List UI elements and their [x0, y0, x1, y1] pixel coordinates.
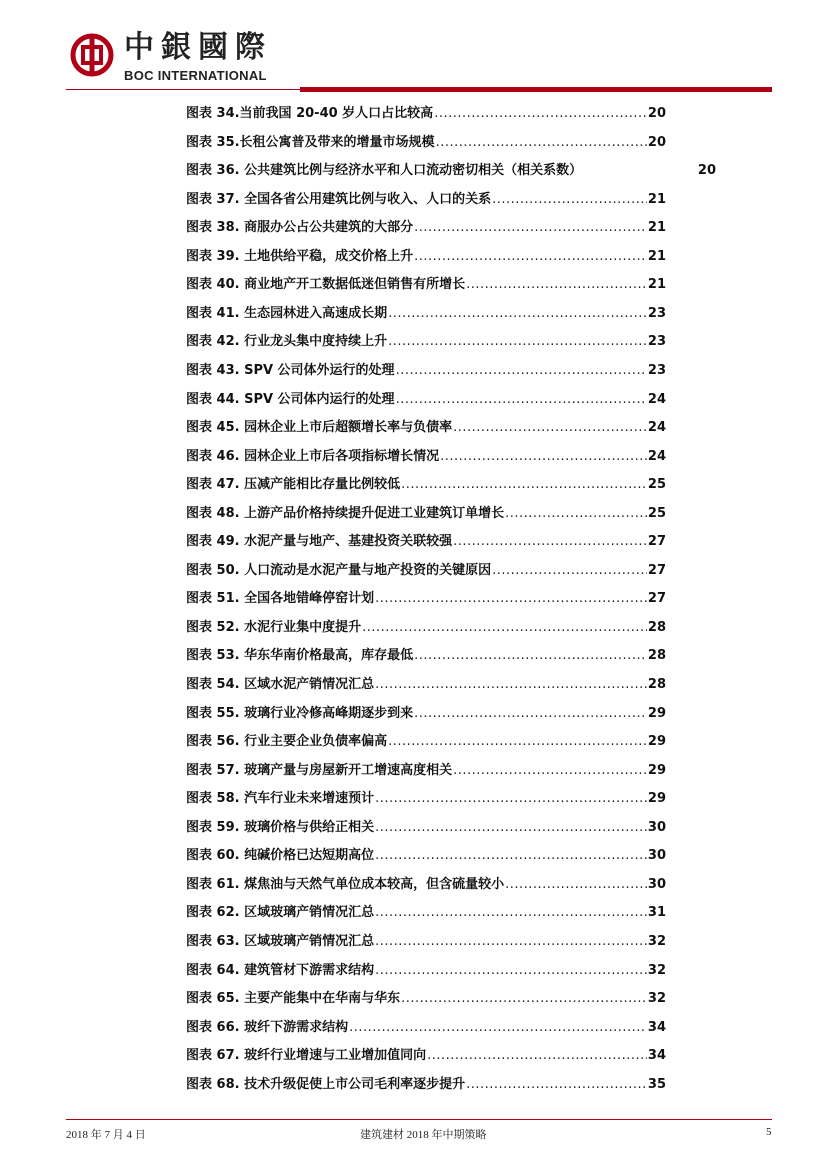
- toc-entry-label: 图表 42. 行业龙头集中度持续上升: [186, 334, 388, 350]
- toc-entry-label: 图表 58. 汽车行业未来增速预计: [186, 791, 375, 807]
- toc-entry-label: 图表 45. 园林企业上市后超额增长率与负债率: [186, 420, 453, 436]
- toc-entry-label: 图表 48. 上游产品价格持续提升促进工业建筑订单增长: [186, 505, 505, 521]
- toc-leader-dots: [375, 585, 647, 613]
- toc-entry-page: 32: [647, 933, 666, 949]
- toc-entry[interactable]: [186, 757, 666, 785]
- toc-entry[interactable]: [186, 557, 666, 585]
- toc-entry[interactable]: [186, 985, 666, 1013]
- toc-leader-dots: [414, 243, 647, 271]
- toc-entry[interactable]: [186, 471, 666, 499]
- toc-entry-page: 29: [647, 734, 666, 750]
- toc-entry[interactable]: [186, 414, 666, 442]
- toc-entry-page: 29: [647, 762, 666, 778]
- toc-leader-dots: [375, 785, 647, 813]
- toc-entry[interactable]: [186, 500, 666, 528]
- toc-entry-label: 图表 67. 玻纤行业增速与工业增加值同向: [186, 1048, 427, 1064]
- toc-entry-page: 25: [647, 477, 666, 493]
- toc-entry[interactable]: [186, 129, 666, 157]
- footer-date: 2018 年 7 月 4 日: [66, 1129, 146, 1141]
- toc-entry-label: 图表 59. 玻璃价格与供给正相关: [186, 819, 375, 835]
- toc-entry-page: 35: [647, 1076, 666, 1092]
- toc-entry-label: 图表 68. 技术升级促使上市公司毛利率逐步提升: [186, 1076, 466, 1092]
- toc-leader-dots: [401, 985, 647, 1013]
- toc-entry-label: 图表 62. 区域玻璃产销情况汇总: [186, 905, 375, 921]
- toc-entry[interactable]: [186, 357, 666, 385]
- toc-leader-dots: [388, 328, 647, 356]
- toc-leader-dots: [414, 642, 647, 670]
- toc-entry[interactable]: [186, 899, 666, 927]
- toc-leader-dots: [414, 700, 647, 728]
- toc-entry-label: 图表 61. 煤焦油与天然气单位成本较高，但含硫量较小: [186, 876, 505, 892]
- page-header: [0, 0, 827, 100]
- toc-entry-page: 32: [647, 991, 666, 1007]
- toc-entry-page: 20: [647, 134, 666, 150]
- toc-entry-label: 图表 47. 压减产能相比存量比例较低: [186, 477, 401, 493]
- toc-entry-label: 图表 35.长租公寓普及带来的增量市场规模: [186, 134, 435, 150]
- footer-page-number: 5: [766, 1126, 772, 1138]
- toc-leader-dots: [362, 614, 647, 642]
- toc-entry[interactable]: [186, 386, 666, 414]
- toc-entry[interactable]: [186, 243, 666, 271]
- toc-entry-label: 图表 50. 人口流动是水泥产量与地产投资的关键原因: [186, 562, 492, 578]
- toc-leader-dots: [466, 271, 647, 299]
- brand-name-chinese: 中銀國際: [124, 30, 272, 65]
- toc-entry[interactable]: [186, 842, 666, 870]
- toc-leader-dots: [427, 1042, 647, 1070]
- toc-leader-dots: [388, 300, 647, 328]
- toc-leader-dots: [375, 814, 647, 842]
- toc-leader-dots: [436, 129, 647, 157]
- footer-report-title: 建筑建材 2018 年中期策略: [360, 1129, 487, 1141]
- toc-entry-label: 图表 52. 水泥行业集中度提升: [186, 619, 362, 635]
- toc-entry-page: 27: [647, 562, 666, 578]
- toc-entry-label: 图表 44. SPV 公司体内运行的处理: [186, 391, 395, 407]
- toc-leader-dots: [401, 471, 647, 499]
- toc-entry-label: 图表 41. 生态园林进入高速成长期: [186, 305, 388, 321]
- toc-entry-label: 图表 65. 主要产能集中在华南与华东: [186, 991, 401, 1007]
- toc-leader-dots: [396, 357, 647, 385]
- toc-entry-label: 图表 51. 全国各地错峰停窑计划: [186, 591, 375, 607]
- boc-logo-icon: [70, 33, 114, 77]
- toc-entry-page: 24: [647, 448, 666, 464]
- toc-leader-dots: [375, 957, 647, 985]
- toc-entry[interactable]: [186, 957, 666, 985]
- toc-entry[interactable]: [186, 728, 666, 756]
- toc-leader-dots: [388, 728, 647, 756]
- toc-entry-page: 20: [647, 106, 666, 121]
- toc-leader-dots: [396, 386, 647, 414]
- toc-entry-page: 28: [647, 648, 666, 664]
- toc-entry-label: 图表 34.当前我国 20-40 岁人口占比较高: [186, 106, 434, 121]
- toc-entry-page: 27: [647, 591, 666, 607]
- toc-leader-dots: [349, 1014, 647, 1042]
- toc-entry-label: 图表 46. 园林企业上市后各项指标增长情况: [186, 448, 440, 464]
- toc-entry-label: 图表 38. 商服办公占公共建筑的大部分: [186, 220, 414, 236]
- toc-entry-page: 31: [647, 905, 666, 921]
- toc-entry[interactable]: [186, 671, 666, 699]
- toc-entry-page: 30: [647, 819, 666, 835]
- toc-leader-dots: [375, 899, 647, 927]
- toc-entry-page: 30: [647, 848, 666, 864]
- toc-leader-dots: [492, 557, 647, 585]
- toc-entry[interactable]: [186, 443, 666, 471]
- toc-entry-page: 21: [647, 191, 666, 207]
- toc-entry[interactable]: [186, 186, 666, 214]
- toc-leader-dots: [453, 528, 647, 556]
- toc-entry-label: 图表 63. 区域玻璃产销情况汇总: [186, 933, 375, 949]
- toc-entry-page: 28: [647, 619, 666, 635]
- toc-leader-dots: [505, 871, 647, 899]
- toc-entry[interactable]: [186, 100, 666, 128]
- toc-entry[interactable]: [186, 614, 666, 642]
- toc-entry-page: 23: [647, 362, 666, 378]
- toc-leader-dots: [505, 500, 647, 528]
- toc-entry-page: 24: [647, 391, 666, 407]
- toc-entry-label: 图表 53. 华东华南价格最高，库存最低: [186, 648, 414, 664]
- toc-entry[interactable]: [186, 528, 666, 556]
- toc-entry[interactable]: [186, 814, 666, 842]
- toc-entry[interactable]: [186, 785, 666, 813]
- toc-entry[interactable]: [186, 157, 716, 185]
- toc-leader-dots: [375, 671, 647, 699]
- toc-entry[interactable]: [186, 928, 666, 956]
- toc-leader-dots: [375, 928, 647, 956]
- toc-entry-page: 29: [647, 791, 666, 807]
- toc-leader-dots: [414, 214, 647, 242]
- toc-entry-page: 21: [647, 277, 666, 293]
- footer-divider: [66, 1119, 772, 1120]
- toc-leader-dots: [492, 186, 647, 214]
- toc-leader-dots: [453, 757, 647, 785]
- toc-entry[interactable]: [186, 1014, 666, 1042]
- toc-entry-page: 27: [647, 534, 666, 550]
- toc-entry-label: 图表 37. 全国各省公用建筑比例与收入、人口的关系: [186, 191, 492, 207]
- toc-entry-page: 25: [647, 505, 666, 521]
- toc-entry-label: 图表 36. 公共建筑比例与经济水平和人口流动密切相关（相关系数）: [186, 163, 583, 179]
- toc-leader-dots: [434, 100, 647, 128]
- toc-entry-page: 34: [647, 1048, 666, 1064]
- toc-leader-dots: [375, 842, 647, 870]
- toc-entry-label: 图表 66. 玻纤下游需求结构: [186, 1019, 349, 1035]
- toc-entry[interactable]: [186, 871, 666, 899]
- toc-entry[interactable]: [186, 585, 666, 613]
- toc-entry[interactable]: [186, 300, 666, 328]
- toc-entry[interactable]: [186, 328, 666, 356]
- toc-entry-page: 21: [647, 248, 666, 264]
- toc-entry-label: 图表 49. 水泥产量与地产、基建投资关联较强: [186, 534, 453, 550]
- brand-name-english: BOC INTERNATIONAL: [124, 68, 267, 83]
- toc-entry-label: 图表 55. 玻璃行业冷修高峰期逐步到来: [186, 705, 414, 721]
- toc-entry-label: 图表 54. 区域水泥产销情况汇总: [186, 677, 375, 692]
- toc-entry-label: 图表 39. 土地供给平稳，成交价格上升: [186, 248, 414, 264]
- toc-entry[interactable]: [186, 1042, 666, 1070]
- toc-entry-page: 23: [647, 334, 666, 350]
- toc-entry-label: 图表 43. SPV 公司体外运行的处理: [186, 362, 395, 378]
- toc-entry[interactable]: [186, 1071, 666, 1099]
- toc-entry-page: 21: [647, 220, 666, 236]
- toc-entry[interactable]: [186, 271, 666, 299]
- toc-leader-dots: [440, 443, 647, 471]
- toc-entry[interactable]: [186, 700, 666, 728]
- toc-entry-page: 34: [647, 1019, 666, 1035]
- toc-entry-page: 23: [647, 305, 666, 321]
- toc-entry[interactable]: [186, 214, 666, 242]
- toc-entry-page: 29: [647, 705, 666, 721]
- toc-entry[interactable]: [186, 642, 666, 670]
- header-accent-bar: [300, 87, 772, 92]
- toc-entry-page: 30: [647, 876, 666, 892]
- toc-entry-label: 图表 60. 纯碱价格已达短期高位: [186, 848, 375, 864]
- toc-entry-label: 图表 64. 建筑管材下游需求结构: [186, 962, 375, 978]
- toc-entry-page: 32: [647, 962, 666, 978]
- toc-leader-dots: [466, 1071, 647, 1099]
- toc-entry-page: 24: [647, 420, 666, 436]
- toc-entry-label: 图表 56. 行业主要企业负债率偏高: [186, 734, 388, 750]
- toc-entry-page: 20: [697, 163, 716, 179]
- toc-entry-label: 图表 40. 商业地产开工数据低迷但销售有所增长: [186, 277, 466, 293]
- toc-leader-dots: [453, 414, 647, 442]
- toc-entry-page: 28: [647, 677, 666, 692]
- toc-entry-label: 图表 57. 玻璃产量与房屋新开工增速高度相关: [186, 762, 453, 778]
